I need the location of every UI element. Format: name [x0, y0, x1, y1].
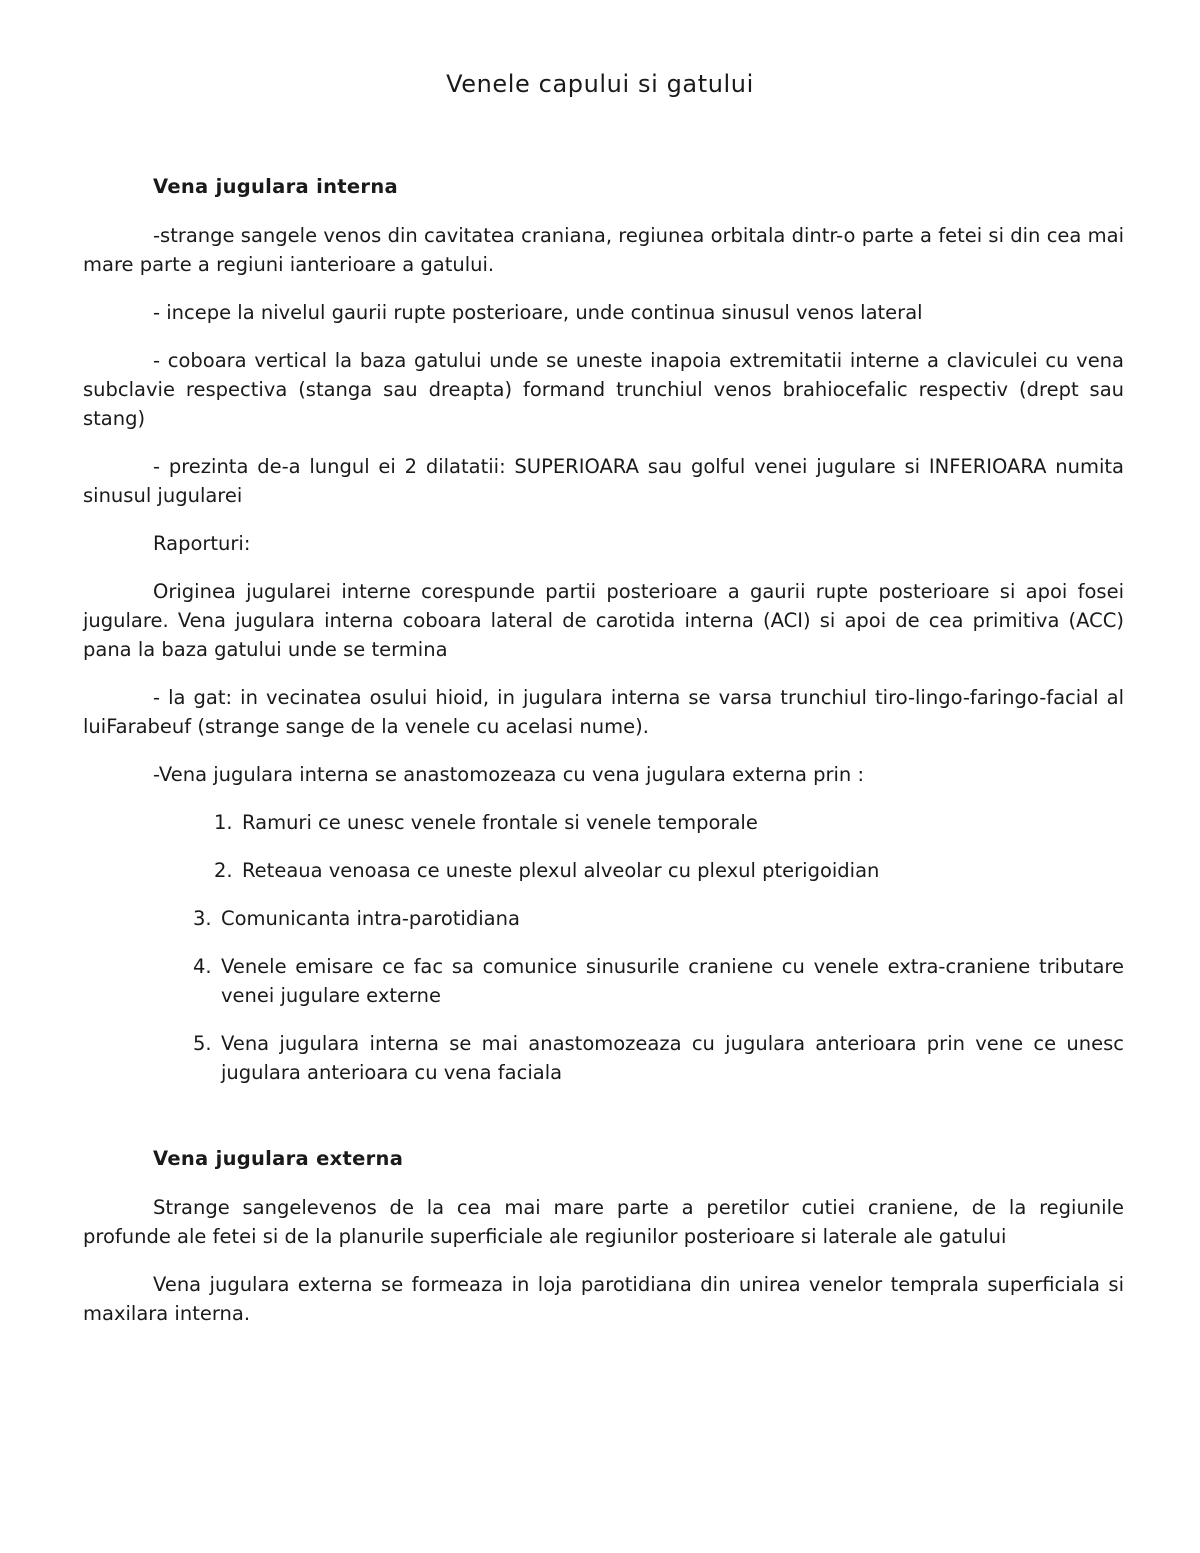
paragraph: - coboara vertical la baza gatului unde se uneste inapoia extremitatii interne a claviculei cu vena subclavie respectiva (stanga sau dreapta) formand trunchiul venos brahiocefalic respectiv (drept sau stang): [83, 349, 1124, 430]
paragraph: - prezinta de-a lungul ei 2 dilatatii: SUPERIOARA sau golful venei jugulare si INFERIOARA numita sinusul jugularei: [83, 455, 1124, 507]
paragraph: Strange sangelevenos de la cea mai mare parte a peretilor cutiei craniene, de la regiunile profunde ale fetei si de la planurile superficiale ale regiunilor posterioare si laterale ale gatului: [83, 1196, 1124, 1248]
list-number: 2.: [214, 859, 233, 882]
page-title: Venele capului si gatului: [446, 70, 754, 98]
paragraph: -Vena jugulara interna se anastomozeaza cu vena jugulara externa prin :: [153, 763, 865, 786]
list-number: 1.: [214, 811, 233, 834]
section-heading-internal-jugular: Vena jugulara interna: [153, 175, 398, 198]
section-spacer: [83, 1106, 1124, 1144]
list-number: 4.: [193, 955, 212, 978]
list-item-text: Venele emisare ce fac sa comunice sinusurile craniene cu venele extra-craniene tributare venei jugulare externe: [221, 955, 1124, 1007]
list-item-text: Comunicanta intra-parotidiana: [221, 907, 520, 930]
list-item: [83, 808, 1124, 837]
list-item: [83, 1029, 1124, 1087]
section-heading-external-jugular: Vena jugulara externa: [153, 1147, 404, 1170]
paragraph: - la gat: in vecinatea osului hioid, in jugulara interna se varsa trunchiul tiro-lingo-faringo-facial al luiFarabeuf (strange sange de la venele cu acelasi nume).: [83, 686, 1124, 738]
list-number: 3.: [193, 907, 212, 930]
paragraph: Originea jugularei interne corespunde partii posterioare a gaurii rupte posterioare si apoi fosei jugulare. Vena jugulara interna coboara lateral de carotida interna (ACI) si apoi de cea primitiva (ACC) pana la baza gatului unde se termina: [83, 580, 1124, 661]
list-item-text: Vena jugulara interna se mai anastomozeaza cu jugulara anterioara prin vene ce unesc jugulara anterioara cu vena faciala: [221, 1032, 1124, 1084]
paragraph: - incepe la nivelul gaurii rupte posterioare, unde continua sinusul venos lateral: [153, 301, 923, 324]
list-item: [83, 904, 1124, 933]
anastomoses-list: [83, 808, 1124, 1087]
list-item: [83, 952, 1124, 1010]
paragraph: -strange sangele venos din cavitatea craniana, regiunea orbitala dintr-o parte a fetei si din cea mai mare parte a regiuni ianterioare a gatului.: [83, 224, 1124, 276]
list-item: [83, 856, 1124, 885]
list-item-text: Ramuri ce unesc venele frontale si venele temporale: [242, 811, 758, 834]
list-item-text: Reteaua venoasa ce uneste plexul alveolar cu plexul pterigoidian: [242, 859, 880, 882]
list-number: 5.: [193, 1032, 212, 1055]
paragraph: Vena jugulara externa se formeaza in loja parotidiana din unirea venelor temprala superficiala si maxilara interna.: [83, 1273, 1124, 1325]
paragraph-raporturi: Raporturi:: [153, 532, 251, 555]
document-body: [83, 172, 1124, 1347]
